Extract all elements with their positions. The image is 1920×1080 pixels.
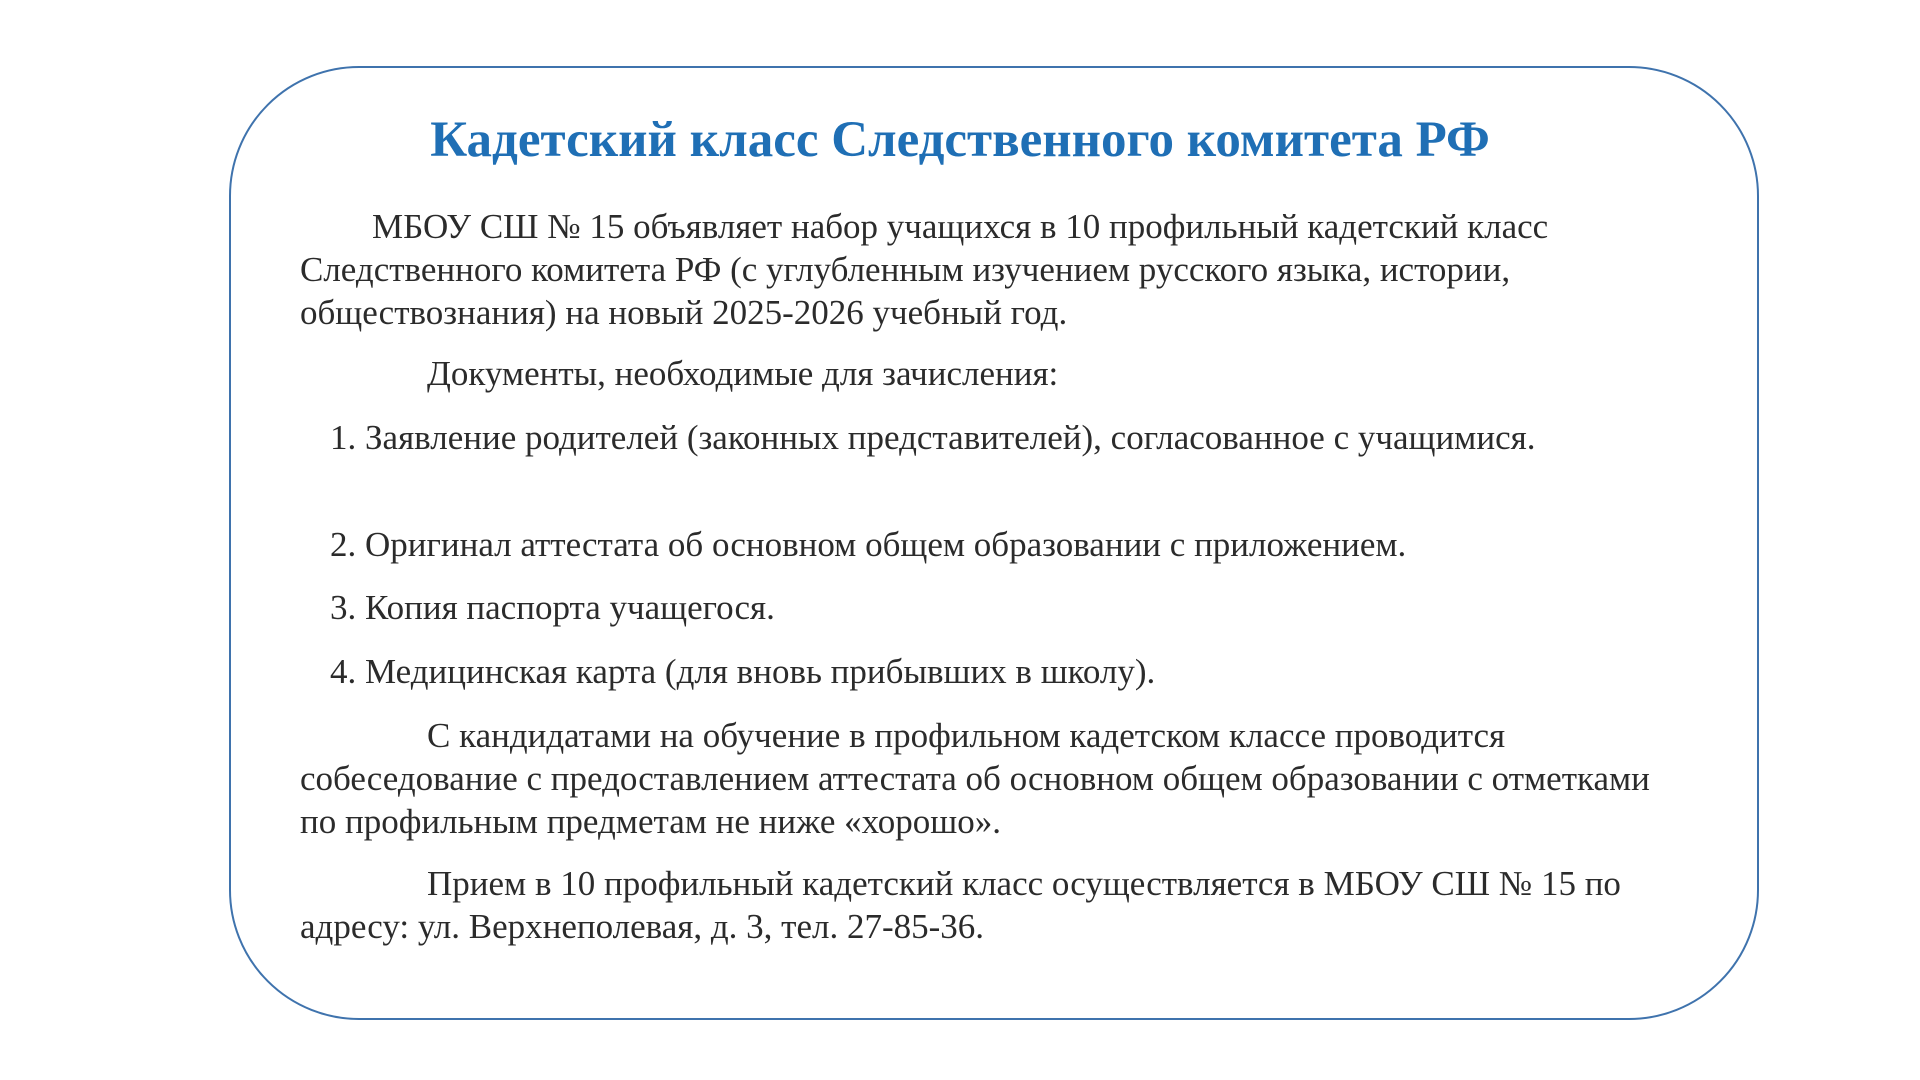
list-item-number: 3. xyxy=(330,588,357,627)
list-item xyxy=(300,523,1690,566)
list-item xyxy=(300,586,1690,629)
admission-paragraph: Прием в 10 профильный кадетский класс осуществляется в МБОУ СШ № 15 по адресу: ул. Верхнеполевая, д. 3, тел. 27-85-36. xyxy=(300,864,1621,946)
page-title: Кадетский класс Следственного комитета РФ xyxy=(430,112,1490,168)
list-item-text: Заявление родителей (законных представителей), согласованное с учащимися. xyxy=(365,418,1536,457)
list-item-text: Медицинская карта (для вновь прибывших в школу). xyxy=(365,652,1156,691)
intro-paragraph: МБОУ СШ № 15 объявляет набор учащихся в 10 профильный кадетский класс Следственного комитета РФ (с углубленным изучением русского языка, истории, обществознания) на новый 2025-2026 учебный год. xyxy=(300,207,1549,332)
documents-heading: Документы, необходимые для зачисления: xyxy=(427,354,1059,393)
list-item xyxy=(300,650,1690,693)
interview-paragraph: С кандидатами на обучение в профильном кадетском классе проводится собеседование с предоставлением аттестата об основном общем образовании с отметками по профильным предметам не ниже «хорошо». xyxy=(300,716,1650,841)
list-item-number: 4. xyxy=(330,652,357,691)
list-item xyxy=(300,416,1690,459)
list-item-number: 1. xyxy=(330,418,357,457)
list-item-text: Оригинал аттестата об основном общем образовании с приложением. xyxy=(365,525,1407,564)
list-item-text: Копия паспорта учащегося. xyxy=(365,588,775,627)
list-item-number: 2. xyxy=(330,525,357,564)
